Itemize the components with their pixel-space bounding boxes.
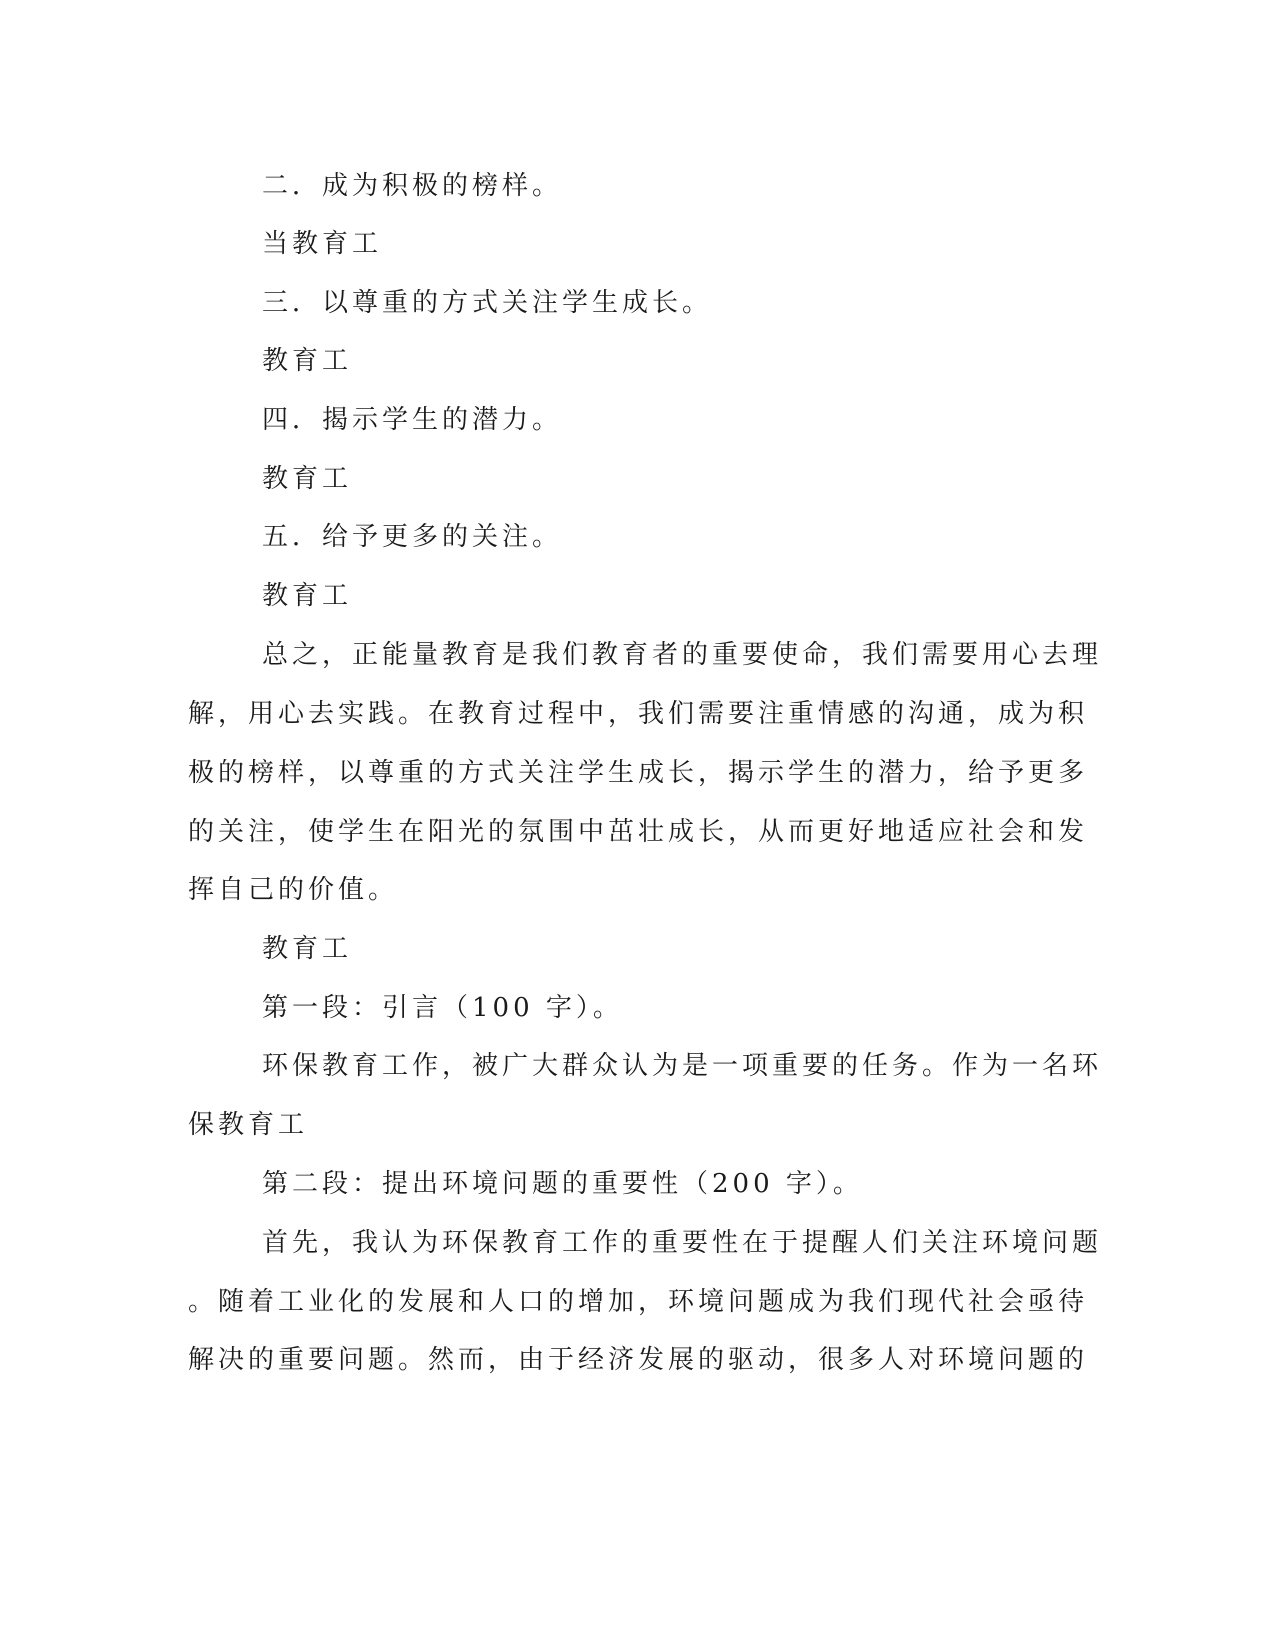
- paragraph-intro-line-2: 保教育工: [188, 1110, 309, 1140]
- heading-item-2: 二．成为积极的榜样。: [262, 171, 563, 201]
- paragraph-conclusion-line-2: 解，用心去实践。在教育过程中，我们需要注重情感的沟通，成为积: [188, 699, 1089, 729]
- heading-item-4: 四．揭示学生的潜力。: [262, 405, 563, 435]
- section-heading-2: 第二段：提出环境问题的重要性（200 字）。: [262, 1169, 863, 1199]
- text-line: 教育工: [262, 934, 353, 964]
- paragraph-importance-line-3: 解决的重要问题。然而，由于经济发展的驱动，很多人对环境问题的: [188, 1345, 1089, 1375]
- paragraph-importance-line-2: 。随着工业化的发展和人口的增加，环境问题成为我们现代社会亟待: [188, 1287, 1089, 1317]
- paragraph-conclusion-line-4: 的关注，使学生在阳光的氛围中茁壮成长，从而更好地适应社会和发: [188, 817, 1089, 847]
- paragraph-intro-line-1: 环保教育工作，被广大群众认为是一项重要的任务。作为一名环: [262, 1051, 1103, 1081]
- heading-item-3: 三．以尊重的方式关注学生成长。: [262, 288, 713, 318]
- text-line: 教育工: [262, 464, 353, 494]
- paragraph-conclusion-line-1: 总之，正能量教育是我们教育者的重要使命，我们需要用心去理: [262, 640, 1103, 670]
- text-line: 教育工: [262, 346, 353, 376]
- section-heading-1: 第一段：引言（100 字）。: [262, 993, 623, 1023]
- paragraph-importance-line-1: 首先，我认为环保教育工作的重要性在于提醒人们关注环境问题: [262, 1228, 1103, 1258]
- paragraph-conclusion-line-5: 挥自己的价值。: [188, 875, 399, 905]
- text-line: 当教育工: [262, 229, 383, 259]
- heading-item-5: 五．给予更多的关注。: [262, 522, 563, 552]
- paragraph-conclusion-line-3: 极的榜样，以尊重的方式关注学生成长，揭示学生的潜力，给予更多: [188, 758, 1089, 788]
- text-line: 教育工: [262, 581, 353, 611]
